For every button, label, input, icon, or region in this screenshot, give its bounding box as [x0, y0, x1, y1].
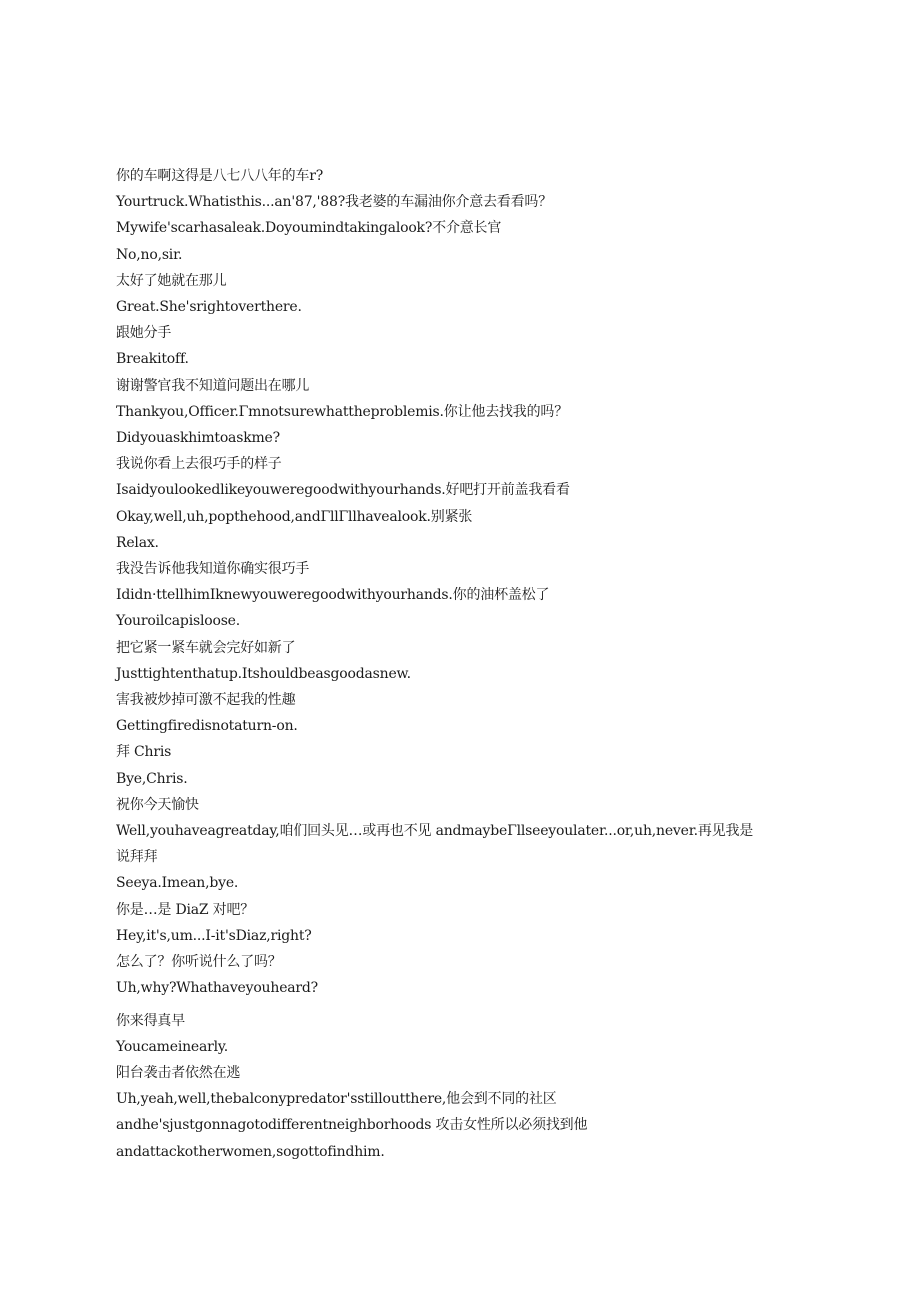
- text-line: Isaidyoulookedlikeyouweregoodwithyourhands.好吧打开前盖我看看: [116, 482, 570, 499]
- text-line: Youcameinearly.: [116, 1038, 229, 1055]
- text-line: Ididn·ttellhimIknewyouweregoodwithyourhands.你的油杯盖松了: [116, 587, 550, 604]
- text-line: andhe'sjustgonnagotodifferentneighborhoods 攻击女性所以必须找到他: [116, 1117, 588, 1134]
- text-line: Uh,yeah,well,thebalconypredator'sstilloutthere,他会到不同的社区: [116, 1091, 557, 1108]
- text-line: No,no,sir.: [116, 246, 183, 263]
- text-line: Relax.: [116, 534, 159, 551]
- text-line: 你的车啊这得是八七八八年的车r?: [116, 168, 323, 184]
- text-line: Justtightenthatup.Itshouldbeasgoodasnew.: [116, 665, 411, 682]
- text-line: 谢谢警官我不知道问题出在哪儿: [116, 377, 310, 394]
- text-line: 说拜拜: [116, 849, 158, 866]
- text-line: 把它紧一紧车就会完好如新了: [116, 639, 296, 656]
- text-line: Mywife'scarhasaleak.Doyoumindtakingalook?不介意长官: [116, 220, 502, 237]
- text-line: 拜 Chris: [116, 744, 172, 761]
- text-line: Thankyou,Officer.Γmnotsurewhattheproblemis.你让他去找我的吗？: [116, 403, 568, 420]
- text-line: 我没告诉他我知道你确实很巧手: [116, 561, 310, 578]
- text-line: 太好了她就在那儿: [116, 272, 227, 289]
- text-line: 阳台袭击者依然在逃: [116, 1064, 241, 1081]
- text-line: 怎么了？你听说什么了吗？: [116, 954, 282, 971]
- text-line: Gettingfiredisnotaturn-on.: [116, 718, 298, 735]
- text-line: 祝你今天愉快: [116, 796, 199, 813]
- text-line: Youroilcapisloose.: [116, 613, 241, 630]
- document-body: [116, 163, 776, 1165]
- text-line: 跟她分手: [116, 325, 172, 342]
- text-line: Bye,Chris.: [116, 770, 188, 787]
- text-line: andattackotherwomen,sogottofindhim.: [116, 1143, 385, 1160]
- text-line: 你是…是 DiaZ 对吧？: [116, 901, 255, 918]
- text-line: Great.She'srightoverthere.: [116, 299, 302, 316]
- text-line: Hey,it's,um...I-it'sDiaz,right?: [116, 927, 312, 944]
- text-line: Uh,why?Whathaveyouheard?: [116, 980, 318, 997]
- text-line: Didyouaskhimtoaskme?: [116, 430, 280, 447]
- text-line: Breakitoff.: [116, 351, 189, 368]
- text-line: 害我被炒掉可激不起我的性趣: [116, 692, 296, 709]
- text-line: Seeya.Imean,bye.: [116, 875, 239, 892]
- text-line: 我说你看上去很巧手的样子: [116, 456, 282, 473]
- text-line: Okay,well,uh,popthehood,andΓllΓllhavealook.别紧张: [116, 508, 473, 525]
- text-line: Yourtruck.Whatisthis...an'87,'88?我老婆的车漏油你介意去看看吗？: [116, 194, 553, 211]
- text-line: Well,youhaveagreatday,咱们回头见…或再也不见 andmaybeΓllseeyoulater...or,uh,never.再见我是: [116, 823, 754, 840]
- text-line: 你来得真早: [116, 1012, 185, 1029]
